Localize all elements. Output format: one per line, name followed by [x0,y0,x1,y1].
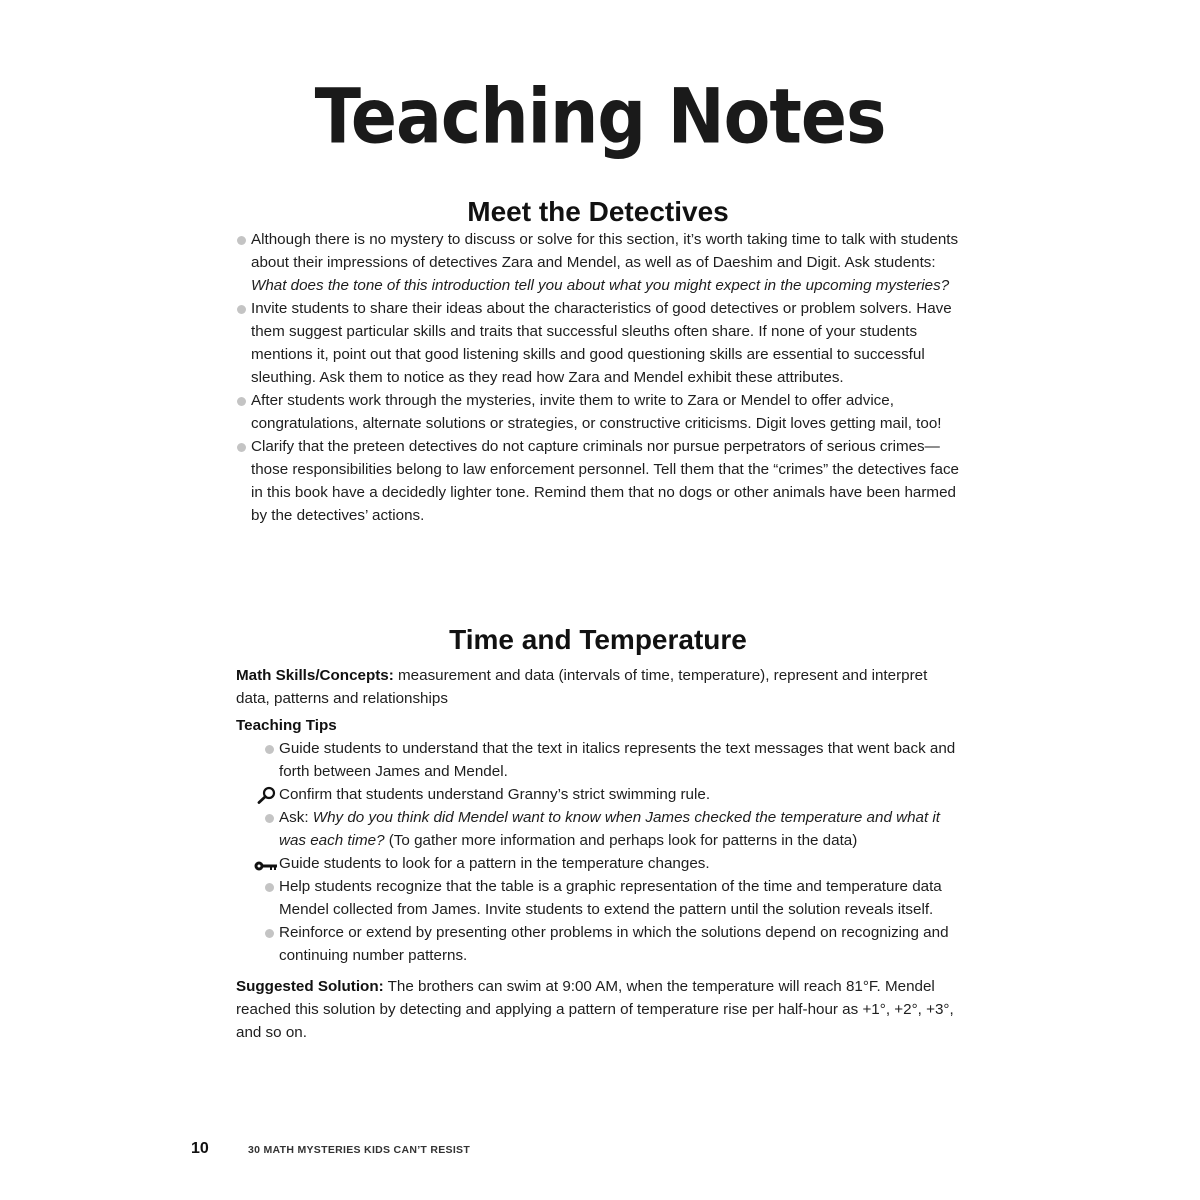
bullet-text: Clarify that the preteen detectives do not capture criminals nor pursue perpetrators of serious crimes—those responsibilities belong to law enforcement personnel. Tell them that the “crimes” the detectives face in this book have a decidedly lighter tone. Remind them that no dogs or other animals have been harmed by the detectives’ actions. [251,438,959,524]
bullet-text: Confirm that students understand Granny’s strict swimming rule. [279,786,711,803]
bullet-text: Guide students to look for a pattern in the temperature changes. [279,855,710,872]
bullet-text: Ask: [279,809,313,826]
bullet-dot-icon [237,443,246,452]
list-item [236,435,960,527]
italic-text: What does the tone of this introduction tell you about what you might expect in the upcoming mysteries? [251,277,950,294]
list-item [236,228,960,297]
bullet-dot-icon [265,929,274,938]
tips-list [236,737,960,967]
page-number: 10 [191,1140,209,1157]
bullet-dot-icon [237,305,246,314]
bullet-text: Invite students to share their ideas about the characteristics of good detectives or problem solvers. Have them suggest particular skills and traits that successful sleuths often share. If none of your students mentions it, point out that good listening skills and good questioning skills are essential to successful sleuthing. Ask them to notice as they read how Zara and Mendel exhibit these attributes. [251,300,952,386]
bullet-dot-icon [237,397,246,406]
section-heading: Meet the Detectives [467,196,729,227]
tip-item [236,737,960,783]
suggested-solution-paragraph [236,975,960,1044]
solution-label: Suggested Solution: [236,978,384,995]
bullet-text: (To gather more information and perhaps look for patterns in the data) [384,832,858,849]
bullet-list [236,228,960,527]
tip-item [236,852,960,875]
bullet-dot-icon [265,883,274,892]
bullet-text: Reinforce or extend by presenting other problems in which the solutions depend on recognizing and continuing number patterns. [279,924,949,964]
bullet-dot-icon [265,814,274,823]
tip-item [236,783,960,806]
math-skills-label: Math Skills/Concepts: [236,667,394,684]
bullet-text: Although there is no mystery to discuss or solve for this section, it’s worth taking time to talk with students about their impressions of detectives Zara and Mendel, as well as of Daeshim and Digit. Ask students: [251,231,959,271]
bullet-text: Help students recognize that the table is a graphic representation of the time and temperature data Mendel collected from James. Invite students to extend the pattern until the solution reveals itself. [279,878,942,918]
bullet-text: Guide students to understand that the text in italics represents the text messages that went back and forth between James and Mendel. [279,740,956,780]
page-footer [191,1140,470,1158]
list-item [236,389,960,435]
italic-text: Why do you think did Mendel want to know when James checked the temperature and what it was each time? [279,809,941,849]
bullet-dot-icon [265,745,274,754]
section-time-and-temperature [236,624,960,1044]
solution-text: The brothers can swim at 9:00 AM, when the temperature will reach 81°F. Mendel reached this solution by detecting and applying a pattern of temperature rise per half-hour as +1°, +2°, +3°, and so on. [236,978,954,1041]
bullet-text: After students work through the mysteries, invite them to write to Zara or Mendel to offer advice, congratulations, alternate solutions or strategies, or constructive criticisms. Digit loves getting mail, too! [251,392,942,432]
book-title: 30 MATH MYSTERIES KIDS CAN’T RESIST [248,1144,471,1156]
section-meet-the-detectives [236,196,960,527]
section-heading: Time and Temperature [449,624,747,655]
bullet-dot-icon [237,236,246,245]
page-title: Teaching Notes [314,73,886,162]
tip-item [236,921,960,967]
list-item [236,297,960,389]
math-skills-paragraph [236,664,960,710]
tip-item [236,875,960,921]
teaching-tips-heading: Teaching Tips [236,717,337,734]
math-skills-text: measurement and data (intervals of time, temperature), represent and interpret data, patterns and relationships [236,667,928,707]
tip-item [236,806,960,852]
